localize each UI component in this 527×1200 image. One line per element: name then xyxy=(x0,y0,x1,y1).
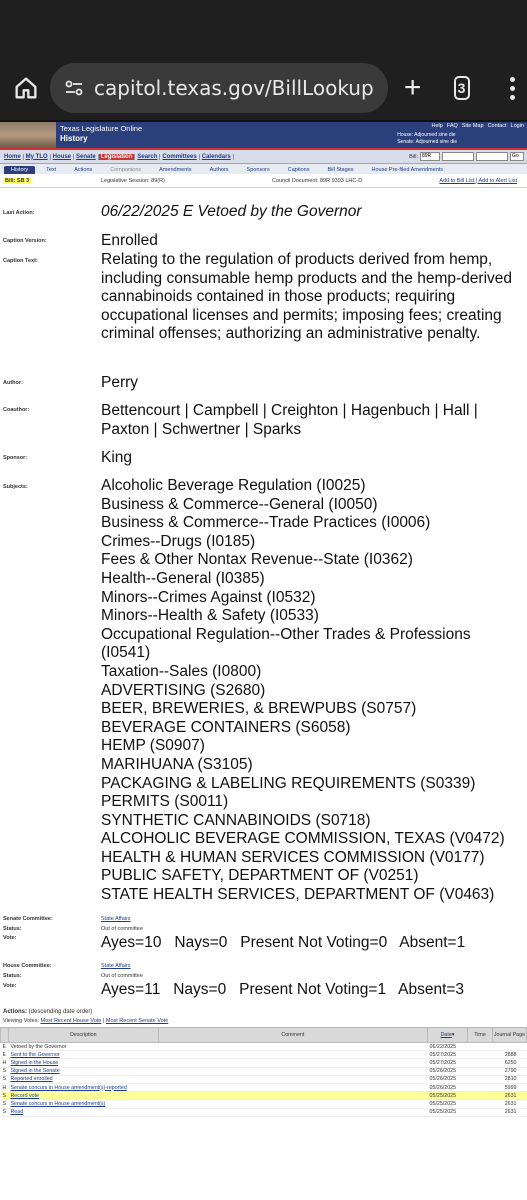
caption-version-value: Enrolled xyxy=(101,232,158,249)
date-cell: 06/22/2025 xyxy=(428,1043,468,1051)
caption-text-value: Relating to the regulation of products derived from hemp, including consumable hemp products and the hemp-derived cannabinoids contained in those products; requiring occupational licenses and permits; imposing fees; creating criminal offenses; authorizing an administrative penalty. xyxy=(101,251,512,343)
senate-committee-label: Senate Committee: xyxy=(3,916,53,922)
house-committee-link[interactable]: State Affairs xyxy=(101,963,131,969)
coauthor-label: Coauthor: xyxy=(3,407,30,413)
action-link[interactable]: Read xyxy=(10,1109,24,1116)
caption-text-label: Caption Text: xyxy=(3,258,38,264)
chamber-cell: S xyxy=(1,1100,9,1108)
journal-page-column-header: Journal Page xyxy=(492,1028,526,1043)
subject-item: MARIHUANA (S3105) xyxy=(101,755,253,773)
time-cell xyxy=(468,1083,493,1091)
time-cell xyxy=(468,1043,493,1051)
capitol-logo[interactable] xyxy=(0,122,56,148)
tab-bill-stages[interactable]: Bill Stages xyxy=(327,167,354,173)
comment-cell xyxy=(158,1092,427,1100)
tab-switcher-button[interactable]: 3 xyxy=(454,76,470,100)
tab-sponsors[interactable]: Sponsors xyxy=(246,167,270,173)
bill-search xyxy=(409,152,524,161)
senate-status-value: Out of committee xyxy=(101,926,143,932)
browser-toolbar xyxy=(0,56,527,120)
subject-item: (I0541) xyxy=(101,644,151,662)
status-bar xyxy=(0,0,527,56)
tab-captions[interactable]: Captions xyxy=(287,167,310,173)
subject-item: PERMITS (S0011) xyxy=(101,793,229,811)
page-subtitle: History xyxy=(60,134,88,143)
last-action-value: 06/22/2025 E Vetoed by the Governor xyxy=(101,203,362,220)
sort-desc-icon: ▾ xyxy=(451,1032,455,1038)
action-row xyxy=(1,1083,527,1091)
house-committee-label: House Committee: xyxy=(3,963,52,969)
date-cell: 05/25/2025 xyxy=(428,1092,468,1100)
new-tab-icon[interactable]: + xyxy=(403,71,422,104)
nav-house[interactable]: House xyxy=(51,154,74,160)
house-status-value: Out of committee xyxy=(101,973,143,979)
description-cell xyxy=(8,1092,158,1100)
site-info-icon[interactable] xyxy=(64,78,84,98)
time-column-header: Time xyxy=(468,1028,493,1043)
chamber-cell: E xyxy=(1,1043,9,1051)
subject-item: Alcoholic Beverage Regulation (I0025) xyxy=(101,477,366,494)
journal-page-cell: 6250 xyxy=(492,1059,526,1067)
list-links: Add to Bill List | Add to Alert List xyxy=(439,177,517,184)
subject-item: Occupational Regulation--Other Trades & Professions xyxy=(101,625,471,643)
comment-cell xyxy=(158,1067,427,1075)
bill-tabs xyxy=(0,164,527,174)
add-to-alert-list-link[interactable]: Add to Alert List xyxy=(478,177,517,184)
nav-senate[interactable]: Senate xyxy=(74,154,99,160)
date-cell: 05/26/2025 xyxy=(428,1083,468,1091)
chamber-column-header xyxy=(1,1028,9,1043)
subject-item: Minors--Health & Safety (I0533) xyxy=(101,607,319,625)
subject-item: Crimes--Drugs (I0185) xyxy=(101,532,256,550)
menu-icon[interactable] xyxy=(510,77,515,100)
subject-item: BEER, BREWERIES, & BREWPUBS (S0757) xyxy=(101,700,417,718)
chamber-cell: E xyxy=(1,1051,9,1059)
nav-committees[interactable]: Committees xyxy=(160,154,199,160)
actions-heading xyxy=(3,1009,92,1015)
senate-committee-link[interactable]: State Affairs xyxy=(101,916,131,922)
sponsor-value: King xyxy=(101,449,133,466)
session-select[interactable]: 89R xyxy=(420,152,440,161)
subject-item: Taxation--Sales (I0800) xyxy=(101,662,262,680)
address-bar[interactable] xyxy=(50,63,388,113)
subject-item: PACKAGING & LABELING REQUIREMENTS (S0339) xyxy=(101,774,476,792)
tab-history[interactable]: History xyxy=(4,166,35,174)
site-title: Texas Legislature Online xyxy=(60,124,143,133)
bill-number: Bill: SB 3 xyxy=(5,177,30,184)
time-cell xyxy=(468,1051,493,1059)
journal-page-cell: 2631 xyxy=(492,1092,526,1100)
action-link[interactable]: Sent to the Governor xyxy=(10,1051,60,1058)
time-cell xyxy=(468,1100,493,1108)
date-cell: 05/27/2025 xyxy=(428,1059,468,1067)
action-row xyxy=(1,1108,527,1116)
actions-table xyxy=(0,1027,527,1117)
senate-status: Senate: Adjourned sine die xyxy=(397,139,457,145)
senate-vote-label: Vote: xyxy=(3,935,17,941)
description-cell: Vetoed by the Governor xyxy=(8,1043,158,1051)
date-cell: 05/26/2025 xyxy=(428,1067,468,1075)
help-link[interactable]: Help xyxy=(431,123,443,129)
comment-cell xyxy=(158,1075,427,1083)
journal-page-cell: 2810 xyxy=(492,1075,526,1083)
action-link[interactable]: Signed in the Senate xyxy=(10,1068,60,1075)
action-link[interactable]: Reported enrolled xyxy=(10,1076,53,1083)
bill-search-label: Bill: xyxy=(409,153,418,160)
subject-item: Minors--Crimes Against (I0532) xyxy=(101,588,316,606)
journal-page-cell: 2888 xyxy=(492,1051,526,1059)
comment-cell xyxy=(158,1043,427,1051)
contact-link[interactable]: Contact xyxy=(487,123,507,129)
time-cell xyxy=(468,1092,493,1100)
action-row xyxy=(1,1051,527,1059)
action-row xyxy=(1,1100,527,1108)
council-document: Council Document: 89R 9393 LHC-D xyxy=(272,177,363,184)
subjects-label: Subjects: xyxy=(3,484,28,490)
login-link[interactable]: Login xyxy=(510,123,524,129)
actions-order-note: (descending date order) xyxy=(28,1009,93,1015)
nav-legislation[interactable]: Legislation xyxy=(99,154,136,160)
url-text: capitol.texas.gov/BillLookup xyxy=(94,76,374,100)
comment-cell xyxy=(158,1059,427,1067)
chamber-cell: H xyxy=(1,1059,9,1067)
chamber-cell: S xyxy=(1,1108,9,1116)
subject-item: Business & Commerce--Trade Practices (I0006) xyxy=(101,514,431,532)
time-cell xyxy=(468,1067,493,1075)
date-cell: 05/25/2025 xyxy=(428,1108,468,1116)
action-link[interactable]: Record vote xyxy=(10,1092,40,1099)
journal-page-cell: 2631 xyxy=(492,1100,526,1108)
subject-item: ALCOHOLIC BEVERAGE COMMISSION, TEXAS (V0472) xyxy=(101,830,505,848)
chamber-status xyxy=(397,132,457,146)
legislative-session: Legislative Session: 89(R) xyxy=(101,177,165,184)
comment-cell xyxy=(158,1051,427,1059)
recent-house-vote-link[interactable]: Most Recent House Vote xyxy=(40,1018,102,1024)
house-status: House: Adjourned sine die xyxy=(397,132,456,138)
top-links xyxy=(432,123,524,129)
tab-actions[interactable]: Actions xyxy=(74,167,93,173)
date-sort-link[interactable]: Date xyxy=(440,1032,452,1038)
chamber-cell: H xyxy=(1,1083,9,1091)
actions-table-body xyxy=(1,1043,527,1117)
journal-page-cell xyxy=(492,1043,526,1051)
description-cell xyxy=(8,1083,158,1091)
journal-page-cell: 5999 xyxy=(492,1083,526,1091)
chamber-cell: S xyxy=(1,1075,9,1083)
main-nav xyxy=(0,150,527,164)
caption-version-label: Caption Version: xyxy=(3,238,47,244)
action-link[interactable]: Senate concurs in House amendment(s)-reported xyxy=(10,1084,127,1091)
subject-item: SYNTHETIC CANNABINOIDS (S0718) xyxy=(101,811,371,829)
description-cell xyxy=(8,1067,158,1075)
action-link[interactable]: Senate concurs in House amendment(s) xyxy=(10,1100,106,1107)
author-value: Perry xyxy=(101,374,139,391)
subjects-list xyxy=(101,477,521,905)
action-link[interactable]: Signed in the House xyxy=(10,1059,59,1066)
tab-amendments[interactable]: Amendments xyxy=(159,167,192,173)
bill-history-content xyxy=(0,188,527,1188)
action-row xyxy=(1,1059,527,1067)
description-cell xyxy=(8,1108,158,1116)
date-cell: 05/25/2025 xyxy=(428,1100,468,1108)
viewing-votes: Viewing Votes: Most Recent House Vote | Most Recent Senate Vote xyxy=(3,1018,169,1024)
subject-item: Business & Commerce--General (I0050) xyxy=(101,495,378,513)
action-row xyxy=(1,1092,527,1100)
date-cell: 05/26/2025 xyxy=(428,1075,468,1083)
site-header xyxy=(0,122,527,148)
house-status-label: Status: xyxy=(3,973,22,979)
action-row xyxy=(1,1067,527,1075)
subject-item: Health--General (I0385) xyxy=(101,569,265,587)
subject-item: HEALTH & HUMAN SERVICES COMMISSION (V0177) xyxy=(101,848,485,866)
description-cell xyxy=(8,1059,158,1067)
description-column-header: Description xyxy=(8,1028,158,1043)
comment-cell xyxy=(158,1100,427,1108)
senate-vote-value: Ayes=10 Nays=0 Present Not Voting=0 Absent=1 xyxy=(101,934,466,951)
nav-my-tlo[interactable]: My TLO xyxy=(24,154,51,160)
bill-info-bar xyxy=(0,174,527,188)
bill-number-input[interactable] xyxy=(442,152,474,161)
description-cell xyxy=(8,1075,158,1083)
senate-status-label: Status: xyxy=(3,926,22,932)
subject-item: HEMP (S0907) xyxy=(101,737,205,755)
coauthor-value: Bettencourt | Campbell | Creighton | Hagenbuch | Hall | Paxton | Schwertner | Sparks xyxy=(101,402,478,438)
bill-type-select[interactable] xyxy=(476,152,508,161)
actions-title: Actions: xyxy=(3,1009,27,1015)
house-vote-value: Ayes=11 Nays=0 Present Not Voting=1 Absent=3 xyxy=(101,981,465,998)
tab-authors[interactable]: Authors xyxy=(209,167,229,173)
comment-cell xyxy=(158,1108,427,1116)
tab-prefiled-amendments[interactable]: House Pre-filed Amendments xyxy=(371,167,444,173)
date-column-header[interactable] xyxy=(428,1028,468,1043)
time-cell xyxy=(468,1059,493,1067)
chamber-cell: S xyxy=(1,1067,9,1075)
tab-text[interactable]: Text xyxy=(46,167,57,173)
journal-page-cell: 2790 xyxy=(492,1067,526,1075)
recent-senate-vote-link[interactable]: Most Recent Senate Vote xyxy=(105,1018,169,1024)
site-map-link[interactable]: Site Map xyxy=(461,123,484,129)
house-vote-label: Vote: xyxy=(3,983,17,989)
add-to-bill-list-link[interactable]: Add to Bill List xyxy=(439,177,475,184)
subject-item: STATE HEALTH SERVICES, DEPARTMENT OF (V0463) xyxy=(101,886,495,904)
go-button[interactable]: Go xyxy=(510,152,524,161)
time-cell xyxy=(468,1108,493,1116)
nav-calendars[interactable]: Calendars xyxy=(200,154,234,160)
subject-item: PUBLIC SAFETY, DEPARTMENT OF (V0251) xyxy=(101,867,419,885)
comment-column-header: Comment xyxy=(158,1028,427,1043)
viewing-votes-label: Viewing Votes: xyxy=(3,1018,39,1024)
nav-home[interactable]: Home xyxy=(2,154,24,160)
date-cell: 05/27/2025 xyxy=(428,1051,468,1059)
action-row xyxy=(1,1075,527,1083)
description-cell xyxy=(8,1051,158,1059)
journal-page-cell: 2631 xyxy=(492,1108,526,1116)
nav-search[interactable]: Search xyxy=(135,154,160,160)
tab-companions[interactable]: Companions xyxy=(110,167,142,173)
time-cell xyxy=(468,1075,493,1083)
author-label: Author: xyxy=(3,380,23,386)
action-row xyxy=(1,1043,527,1051)
subject-item: ADVERTISING (S2680) xyxy=(101,681,266,699)
subject-item: Fees & Other Nontax Revenue--State (I0362) xyxy=(101,551,413,569)
last-action-label: Last Action: xyxy=(3,210,35,216)
comment-cell xyxy=(158,1083,427,1091)
faq-link[interactable]: FAQ xyxy=(446,123,458,129)
home-icon[interactable] xyxy=(12,70,40,106)
chamber-cell: S xyxy=(1,1092,9,1100)
subject-item: BEVERAGE CONTAINERS (S6058) xyxy=(101,718,351,736)
sponsor-label: Sponsor: xyxy=(3,455,28,461)
description-cell xyxy=(8,1100,158,1108)
